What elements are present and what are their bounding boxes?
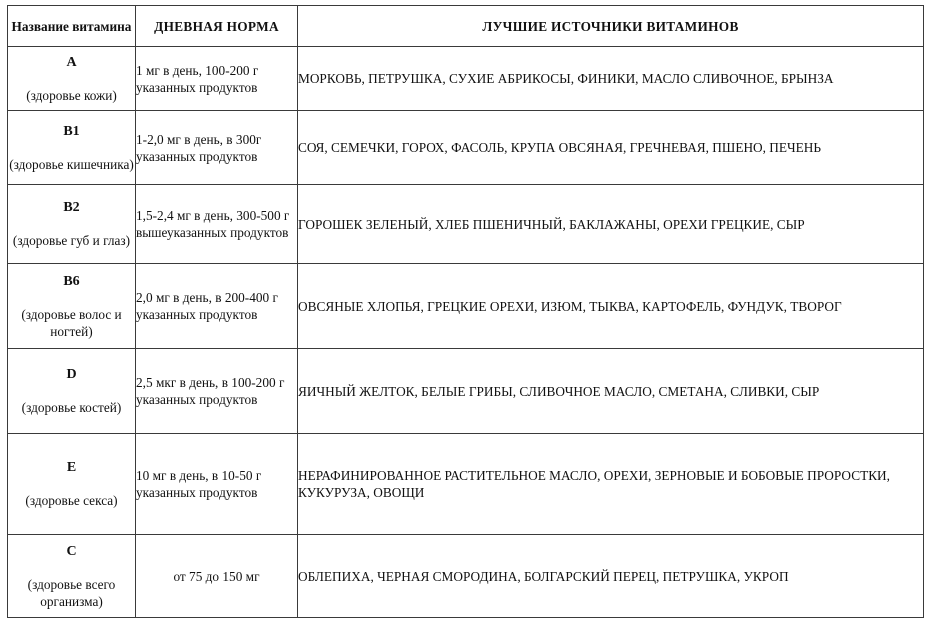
vitamin-benefit: (здоровье секса) [25, 493, 118, 508]
vitamin-cell [8, 264, 136, 349]
vitamins-table-container [7, 5, 923, 618]
table-row [8, 111, 924, 185]
sources-cell: СОЯ, СЕМЕЧКИ, ГОРОХ, ФАСОЛЬ, КРУПА ОВСЯНАЯ, ГРЕЧНЕВАЯ, ПШЕНО, ПЕЧЕНЬ [298, 111, 924, 185]
table-row [8, 349, 924, 434]
norm-cell: от 75 до 150 мг [136, 535, 298, 618]
vitamin-benefit: (здоровье кишечника) [9, 156, 134, 172]
vitamin-benefit: (здоровье волос и ногтей) [21, 306, 122, 339]
vitamin-benefit: (здоровье губ и глаз) [12, 233, 131, 248]
sources-cell: НЕРАФИНИРОВАННОЕ РАСТИТЕЛЬНОЕ МАСЛО, ОРЕХИ, ЗЕРНОВЫЕ И БОБОВЫЕ ПРОРОСТКИ, КУКУРУЗА, ОВОЩИ [298, 434, 924, 535]
norm-cell: 10 мг в день, в 10-50 г указанных продуктов [136, 434, 298, 535]
table-header-row [8, 6, 924, 47]
vitamin-benefit: (здоровье всего организма) [27, 576, 116, 609]
sources-cell: ОВСЯНЫЕ ХЛОПЬЯ, ГРЕЦКИЕ ОРЕХИ, ИЗЮМ, ТЫКВА, КАРТОФЕЛЬ, ФУНДУК, ТВОРОГ [298, 264, 924, 349]
table-row [8, 185, 924, 264]
sources-cell: ОБЛЕПИХА, ЧЕРНАЯ СМОРОДИНА, БОЛГАРСКИЙ ПЕРЕЦ, ПЕТРУШКА, УКРОП [298, 535, 924, 618]
vitamin-letter: B6 [63, 273, 80, 289]
vitamin-letter: B2 [63, 200, 80, 215]
table-row [8, 535, 924, 618]
norm-cell: 2,5 мкг в день, в 100-200 г указанных продуктов [136, 349, 298, 434]
vitamins-table [7, 5, 924, 618]
norm-cell: 2,0 мг в день, в 200-400 г указанных продуктов [136, 264, 298, 349]
vitamin-letter: C [66, 543, 77, 559]
vitamin-benefit: (здоровье кожи) [26, 87, 117, 103]
vitamin-cell [8, 47, 136, 111]
vitamin-benefit: (здоровье костей) [21, 400, 122, 415]
sources-cell: ГОРОШЕК ЗЕЛЕНЫЙ, ХЛЕБ ПШЕНИЧНЫЙ, БАКЛАЖАНЫ, ОРЕХИ ГРЕЦКИЕ, СЫР [298, 185, 924, 264]
header-daily-norm: ДНЕВНАЯ НОРМА [136, 6, 298, 47]
sources-cell: МОРКОВЬ, ПЕТРУШКА, СУХИЕ АБРИКОСЫ, ФИНИКИ, МАСЛО СЛИВОЧНОЕ, БРЫНЗА [298, 47, 924, 111]
vitamin-cell [8, 434, 136, 535]
vitamin-cell [8, 111, 136, 185]
header-vitamin-name: Название витамина [8, 6, 136, 47]
table-row [8, 434, 924, 535]
sources-cell: ЯИЧНЫЙ ЖЕЛТОК, БЕЛЫЕ ГРИБЫ, СЛИВОЧНОЕ МАСЛО, СМЕТАНА, СЛИВКИ, СЫР [298, 349, 924, 434]
norm-cell: 1,5-2,4 мг в день, 300-500 г вышеуказанных продуктов [136, 185, 298, 264]
norm-cell: 1 мг в день, 100-200 г указанных продуктов [136, 47, 298, 111]
vitamin-letter: A [66, 54, 77, 70]
table-row [8, 47, 924, 111]
norm-cell: 1-2,0 мг в день, в 300г указанных продуктов [136, 111, 298, 185]
vitamin-cell [8, 185, 136, 264]
vitamin-letter: E [66, 460, 77, 475]
vitamin-letter: B1 [63, 123, 80, 139]
table-row [8, 264, 924, 349]
vitamin-cell [8, 349, 136, 434]
vitamin-letter: D [66, 367, 77, 382]
header-best-sources: ЛУЧШИЕ ИСТОЧНИКИ ВИТАМИНОВ [298, 6, 924, 47]
vitamin-cell [8, 535, 136, 618]
